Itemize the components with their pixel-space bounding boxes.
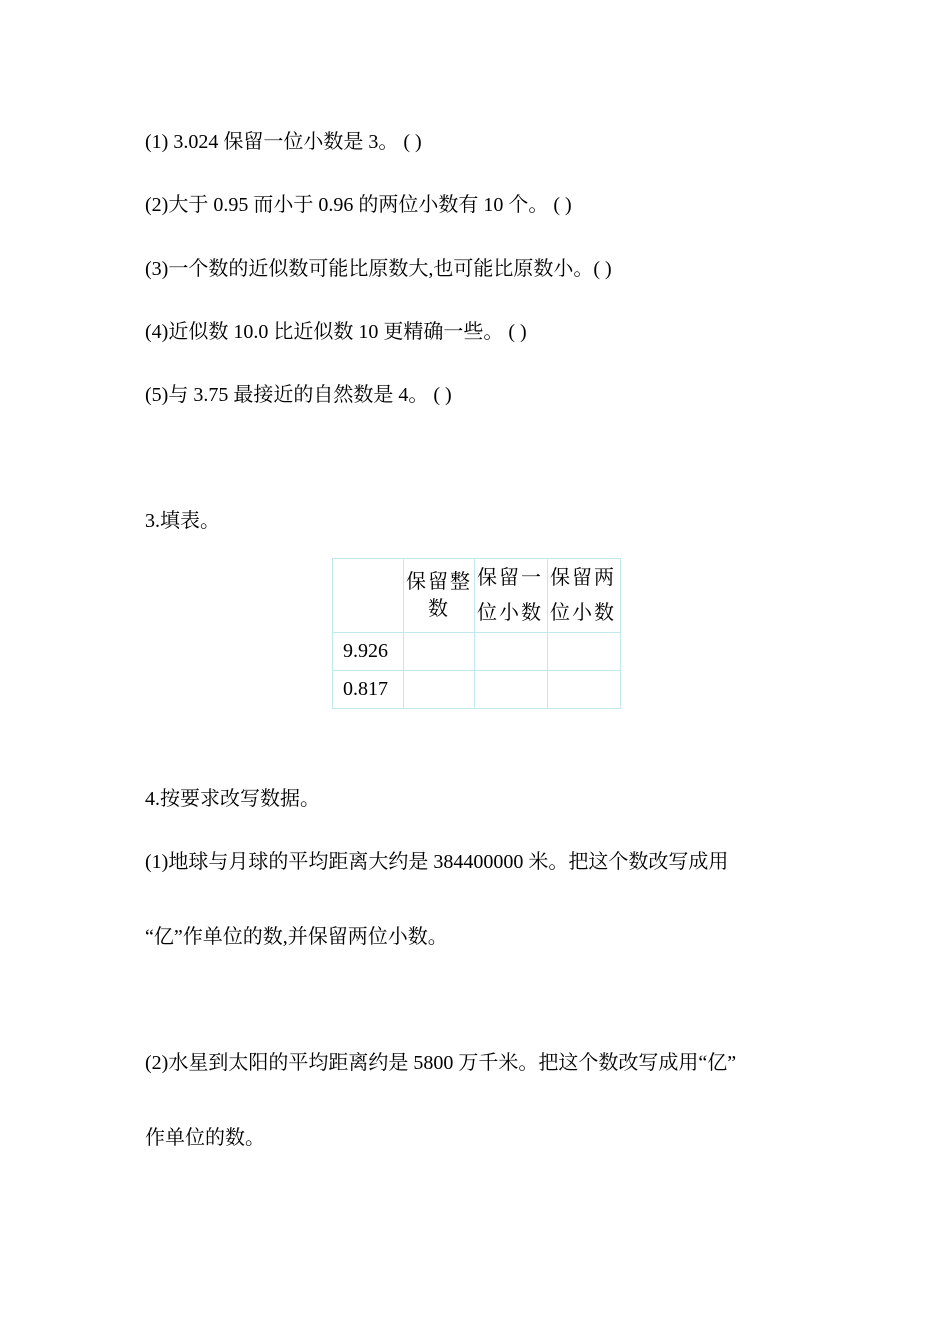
header-two-decimal-line-1: 保留两	[550, 566, 616, 589]
question-2-line-1: (2)水星到太阳的平均距离约是 5800 万千米。把这个数改写成用“亿”	[145, 1052, 737, 1074]
header-one-decimal-line-2: 位小数	[477, 601, 543, 624]
row-1-two-decimal-cell[interactable]	[548, 633, 621, 671]
header-integer-line-2: 数	[428, 597, 450, 620]
judgement-item-3: (3)一个数的近似数可能比原数大,也可能比原数小。( )	[145, 258, 612, 280]
question-1-line-2: “亿”作单位的数,并保留两位小数。	[145, 926, 448, 948]
judgement-item-5: (5)与 3.75 最接近的自然数是 4。 ( )	[145, 384, 452, 406]
row-2-integer-cell[interactable]	[404, 671, 475, 709]
judgement-item-2: (2)大于 0.95 而小于 0.96 的两位小数有 10 个。 ( )	[145, 194, 572, 216]
row-1-integer-cell[interactable]	[404, 633, 475, 671]
table-header-integer	[404, 559, 475, 633]
table-header-empty	[333, 559, 404, 633]
table-header-one-decimal	[475, 559, 548, 633]
judgement-item-4: (4)近似数 10.0 比近似数 10 更精确一些。 ( )	[145, 321, 527, 343]
table-row	[333, 633, 621, 671]
judgement-item-1: (1) 3.024 保留一位小数是 3。 ( )	[145, 131, 422, 153]
header-one-decimal-line-1: 保留一	[477, 566, 543, 589]
question-1-line-1: (1)地球与月球的平均距离大约是 384400000 米。把这个数改写成用	[145, 851, 729, 873]
rounding-table	[332, 558, 621, 709]
question-2-line-2: 作单位的数。	[145, 1127, 265, 1149]
row-1-one-decimal-cell[interactable]	[475, 633, 548, 671]
header-integer-line-1: 保留整	[406, 570, 472, 593]
table-header-row	[333, 559, 621, 633]
table-header-two-decimal	[548, 559, 621, 633]
row-1-value: 9.926	[333, 633, 404, 671]
row-2-one-decimal-cell[interactable]	[475, 671, 548, 709]
section-4-title: 4.按要求改写数据。	[145, 788, 320, 810]
row-2-two-decimal-cell[interactable]	[548, 671, 621, 709]
row-2-value: 0.817	[333, 671, 404, 709]
table-row	[333, 671, 621, 709]
header-two-decimal-line-2: 位小数	[550, 601, 616, 624]
section-3-title: 3.填表。	[145, 510, 220, 532]
